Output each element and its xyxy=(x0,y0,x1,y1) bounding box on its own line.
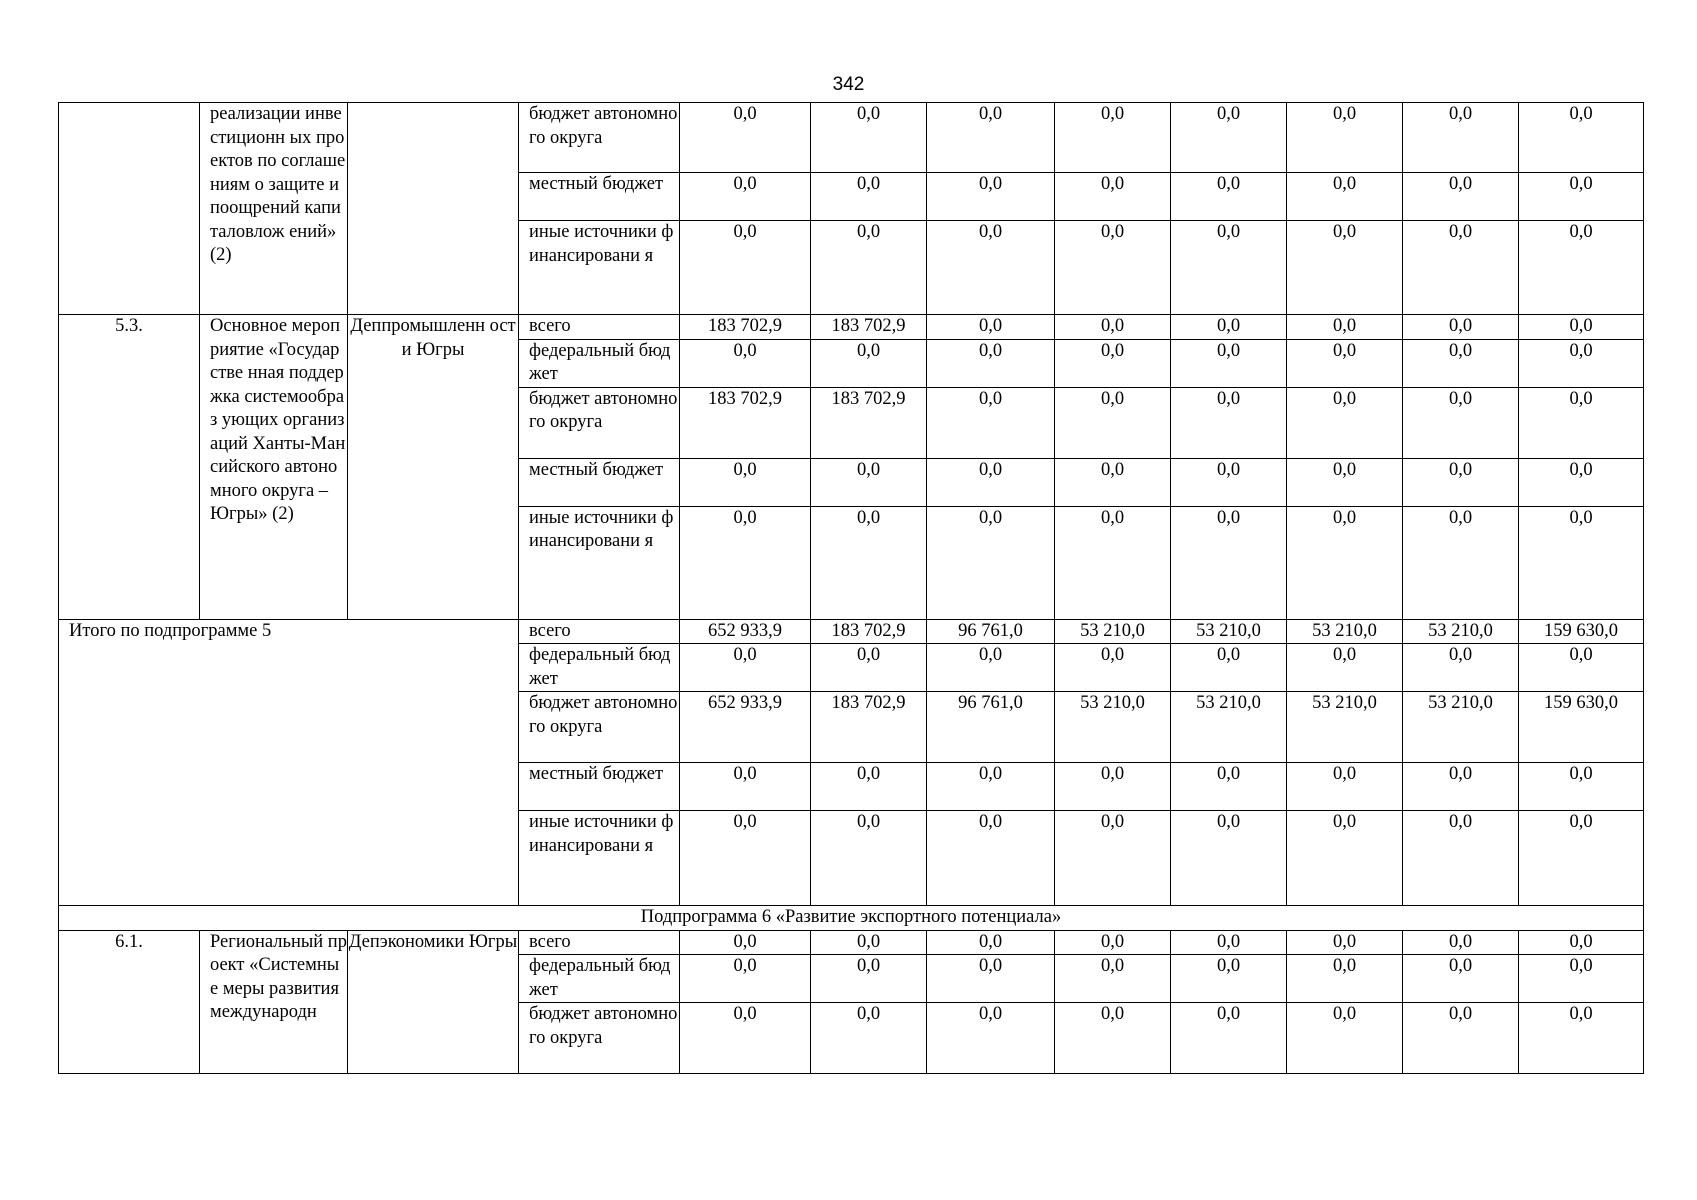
value-cell: 0,0 xyxy=(680,458,811,506)
value-cell: 53 210,0 xyxy=(1287,692,1403,763)
value-cell: 53 210,0 xyxy=(1055,619,1171,644)
value-cell: 0,0 xyxy=(1403,955,1519,1003)
value-cell: 0,0 xyxy=(680,339,811,387)
value-cell: 0,0 xyxy=(1403,1003,1519,1074)
value-cell: 0,0 xyxy=(1171,315,1287,340)
value-cell: 0,0 xyxy=(811,221,927,315)
value-cell: 0,0 xyxy=(1519,506,1644,619)
value-cell: 0,0 xyxy=(1519,221,1644,315)
value-cell: 0,0 xyxy=(1171,173,1287,221)
value-cell: 0,0 xyxy=(927,315,1055,340)
funding-source-label: бюджет автономного округа xyxy=(519,103,680,173)
value-cell: 0,0 xyxy=(1519,1003,1644,1074)
value-cell: 0,0 xyxy=(927,644,1055,692)
funding-source-label: местный бюджет xyxy=(519,458,680,506)
item-executor: Деппромышленн ости Югры xyxy=(348,315,519,620)
value-cell: 0,0 xyxy=(1287,955,1403,1003)
value-cell: 0,0 xyxy=(1403,339,1519,387)
value-cell: 0,0 xyxy=(1055,930,1171,955)
item-number: 5.3. xyxy=(59,315,200,620)
item-name: Основное мероприятие «Государстве нная поддержка системообраз ующих организаций Ханты-Мансийского автономного округа – Югры» (2) xyxy=(200,315,348,620)
value-cell: 0,0 xyxy=(927,506,1055,619)
value-cell: 0,0 xyxy=(811,339,927,387)
value-cell: 0,0 xyxy=(1171,763,1287,811)
value-cell: 0,0 xyxy=(927,930,1055,955)
value-cell: 0,0 xyxy=(1055,644,1171,692)
item-name: Региональный проект «Системные меры развития международн xyxy=(200,930,348,1074)
value-cell: 0,0 xyxy=(927,763,1055,811)
value-cell: 0,0 xyxy=(811,811,927,906)
table-row xyxy=(59,619,1644,644)
value-cell: 0,0 xyxy=(1287,315,1403,340)
value-cell: 0,0 xyxy=(927,1003,1055,1074)
value-cell: 0,0 xyxy=(1171,221,1287,315)
value-cell: 0,0 xyxy=(1055,811,1171,906)
value-cell: 0,0 xyxy=(811,930,927,955)
value-cell: 0,0 xyxy=(680,103,811,173)
value-cell: 0,0 xyxy=(680,644,811,692)
value-cell: 0,0 xyxy=(1287,458,1403,506)
value-cell: 183 702,9 xyxy=(680,315,811,340)
funding-source-label: бюджет автономного округа xyxy=(519,1003,680,1074)
value-cell: 0,0 xyxy=(1055,315,1171,340)
funding-source-label: иные источники финансировани я xyxy=(519,506,680,619)
value-cell: 0,0 xyxy=(927,387,1055,458)
value-cell: 0,0 xyxy=(1287,173,1403,221)
value-cell: 0,0 xyxy=(1287,221,1403,315)
funding-source-label: федеральный бюджет xyxy=(519,339,680,387)
value-cell: 159 630,0 xyxy=(1519,692,1644,763)
value-cell: 0,0 xyxy=(1287,811,1403,906)
value-cell: 0,0 xyxy=(1519,930,1644,955)
total-label: Итого по подпрограмме 5 xyxy=(59,619,519,906)
value-cell: 183 702,9 xyxy=(811,692,927,763)
funding-source-label: всего xyxy=(519,619,680,644)
value-cell: 0,0 xyxy=(1055,1003,1171,1074)
funding-source-label: иные источники финансировани я xyxy=(519,221,680,315)
funding-table xyxy=(58,102,1644,1074)
value-cell: 0,0 xyxy=(1403,763,1519,811)
value-cell: 0,0 xyxy=(1055,339,1171,387)
value-cell: 53 210,0 xyxy=(1403,692,1519,763)
value-cell: 183 702,9 xyxy=(680,387,811,458)
value-cell: 0,0 xyxy=(680,763,811,811)
value-cell: 0,0 xyxy=(680,506,811,619)
value-cell: 0,0 xyxy=(680,930,811,955)
value-cell: 0,0 xyxy=(1519,339,1644,387)
value-cell: 652 933,9 xyxy=(680,692,811,763)
value-cell: 0,0 xyxy=(1403,221,1519,315)
value-cell: 0,0 xyxy=(1055,763,1171,811)
value-cell: 652 933,9 xyxy=(680,619,811,644)
funding-source-label: местный бюджет xyxy=(519,763,680,811)
value-cell: 0,0 xyxy=(1287,387,1403,458)
value-cell: 53 210,0 xyxy=(1403,619,1519,644)
item-executor xyxy=(348,103,519,315)
value-cell: 0,0 xyxy=(1403,644,1519,692)
funding-source-label: бюджет автономного округа xyxy=(519,387,680,458)
value-cell: 0,0 xyxy=(811,763,927,811)
value-cell: 0,0 xyxy=(1055,103,1171,173)
value-cell: 0,0 xyxy=(1287,506,1403,619)
funding-source-label: федеральный бюджет xyxy=(519,644,680,692)
value-cell: 0,0 xyxy=(1403,173,1519,221)
value-cell: 53 210,0 xyxy=(1171,692,1287,763)
section-row xyxy=(59,906,1644,931)
value-cell: 0,0 xyxy=(927,811,1055,906)
value-cell: 159 630,0 xyxy=(1519,619,1644,644)
value-cell: 0,0 xyxy=(1287,930,1403,955)
section-title: Подпрограмма 6 «Развитие экспортного потенциала» xyxy=(59,906,1644,931)
value-cell: 0,0 xyxy=(1055,506,1171,619)
value-cell: 0,0 xyxy=(927,339,1055,387)
funding-source-label: бюджет автономного округа xyxy=(519,692,680,763)
value-cell: 0,0 xyxy=(1403,103,1519,173)
value-cell: 0,0 xyxy=(1287,1003,1403,1074)
value-cell: 0,0 xyxy=(927,103,1055,173)
value-cell: 0,0 xyxy=(1171,930,1287,955)
item-number xyxy=(59,103,200,315)
value-cell: 0,0 xyxy=(811,103,927,173)
value-cell: 0,0 xyxy=(1519,644,1644,692)
value-cell: 0,0 xyxy=(1055,173,1171,221)
value-cell: 0,0 xyxy=(1519,173,1644,221)
value-cell: 0,0 xyxy=(811,458,927,506)
item-name: реализации инвестиционн ых проектов по соглашениям о защите и поощрений капиталовлож ений» (2) xyxy=(200,103,348,315)
value-cell: 0,0 xyxy=(927,458,1055,506)
value-cell: 0,0 xyxy=(927,955,1055,1003)
value-cell: 0,0 xyxy=(680,811,811,906)
value-cell: 53 210,0 xyxy=(1287,619,1403,644)
item-number: 6.1. xyxy=(59,930,200,1074)
value-cell: 0,0 xyxy=(811,1003,927,1074)
value-cell: 0,0 xyxy=(1171,458,1287,506)
value-cell: 53 210,0 xyxy=(1055,692,1171,763)
value-cell: 0,0 xyxy=(811,506,927,619)
value-cell: 0,0 xyxy=(927,221,1055,315)
funding-source-label: местный бюджет xyxy=(519,173,680,221)
funding-source-label: федеральный бюджет xyxy=(519,955,680,1003)
value-cell: 0,0 xyxy=(1403,930,1519,955)
value-cell: 96 761,0 xyxy=(927,619,1055,644)
value-cell: 96 761,0 xyxy=(927,692,1055,763)
value-cell: 0,0 xyxy=(1403,811,1519,906)
value-cell: 0,0 xyxy=(1287,763,1403,811)
value-cell: 0,0 xyxy=(1519,103,1644,173)
value-cell: 0,0 xyxy=(1287,644,1403,692)
table-row xyxy=(59,930,1644,955)
value-cell: 183 702,9 xyxy=(811,619,927,644)
value-cell: 0,0 xyxy=(1171,387,1287,458)
table-row xyxy=(59,315,1644,340)
value-cell: 0,0 xyxy=(927,173,1055,221)
value-cell: 0,0 xyxy=(1287,339,1403,387)
value-cell: 0,0 xyxy=(1171,644,1287,692)
value-cell: 0,0 xyxy=(1055,387,1171,458)
value-cell: 0,0 xyxy=(1171,339,1287,387)
funding-source-label: всего xyxy=(519,315,680,340)
value-cell: 183 702,9 xyxy=(811,315,927,340)
funding-source-label: всего xyxy=(519,930,680,955)
value-cell: 53 210,0 xyxy=(1171,619,1287,644)
value-cell: 0,0 xyxy=(1171,811,1287,906)
value-cell: 0,0 xyxy=(1519,955,1644,1003)
value-cell: 0,0 xyxy=(811,644,927,692)
value-cell: 0,0 xyxy=(1171,955,1287,1003)
value-cell: 0,0 xyxy=(1403,315,1519,340)
page-number: 342 xyxy=(832,74,865,95)
value-cell: 0,0 xyxy=(680,955,811,1003)
value-cell: 183 702,9 xyxy=(811,387,927,458)
value-cell: 0,0 xyxy=(1055,221,1171,315)
funding-source-label: иные источники финансировани я xyxy=(519,811,680,906)
value-cell: 0,0 xyxy=(1055,458,1171,506)
value-cell: 0,0 xyxy=(1171,103,1287,173)
value-cell: 0,0 xyxy=(1287,103,1403,173)
value-cell: 0,0 xyxy=(1519,315,1644,340)
value-cell: 0,0 xyxy=(1403,506,1519,619)
value-cell: 0,0 xyxy=(1171,506,1287,619)
value-cell: 0,0 xyxy=(1519,458,1644,506)
value-cell: 0,0 xyxy=(1403,387,1519,458)
value-cell: 0,0 xyxy=(1403,458,1519,506)
value-cell: 0,0 xyxy=(1055,955,1171,1003)
value-cell: 0,0 xyxy=(680,1003,811,1074)
value-cell: 0,0 xyxy=(1171,1003,1287,1074)
value-cell: 0,0 xyxy=(1519,763,1644,811)
value-cell: 0,0 xyxy=(680,173,811,221)
value-cell: 0,0 xyxy=(1519,811,1644,906)
item-executor: Депэкономики Югры xyxy=(348,930,519,1074)
value-cell: 0,0 xyxy=(811,173,927,221)
value-cell: 0,0 xyxy=(680,221,811,315)
value-cell: 0,0 xyxy=(1519,387,1644,458)
value-cell: 0,0 xyxy=(811,955,927,1003)
table-row xyxy=(59,103,1644,173)
